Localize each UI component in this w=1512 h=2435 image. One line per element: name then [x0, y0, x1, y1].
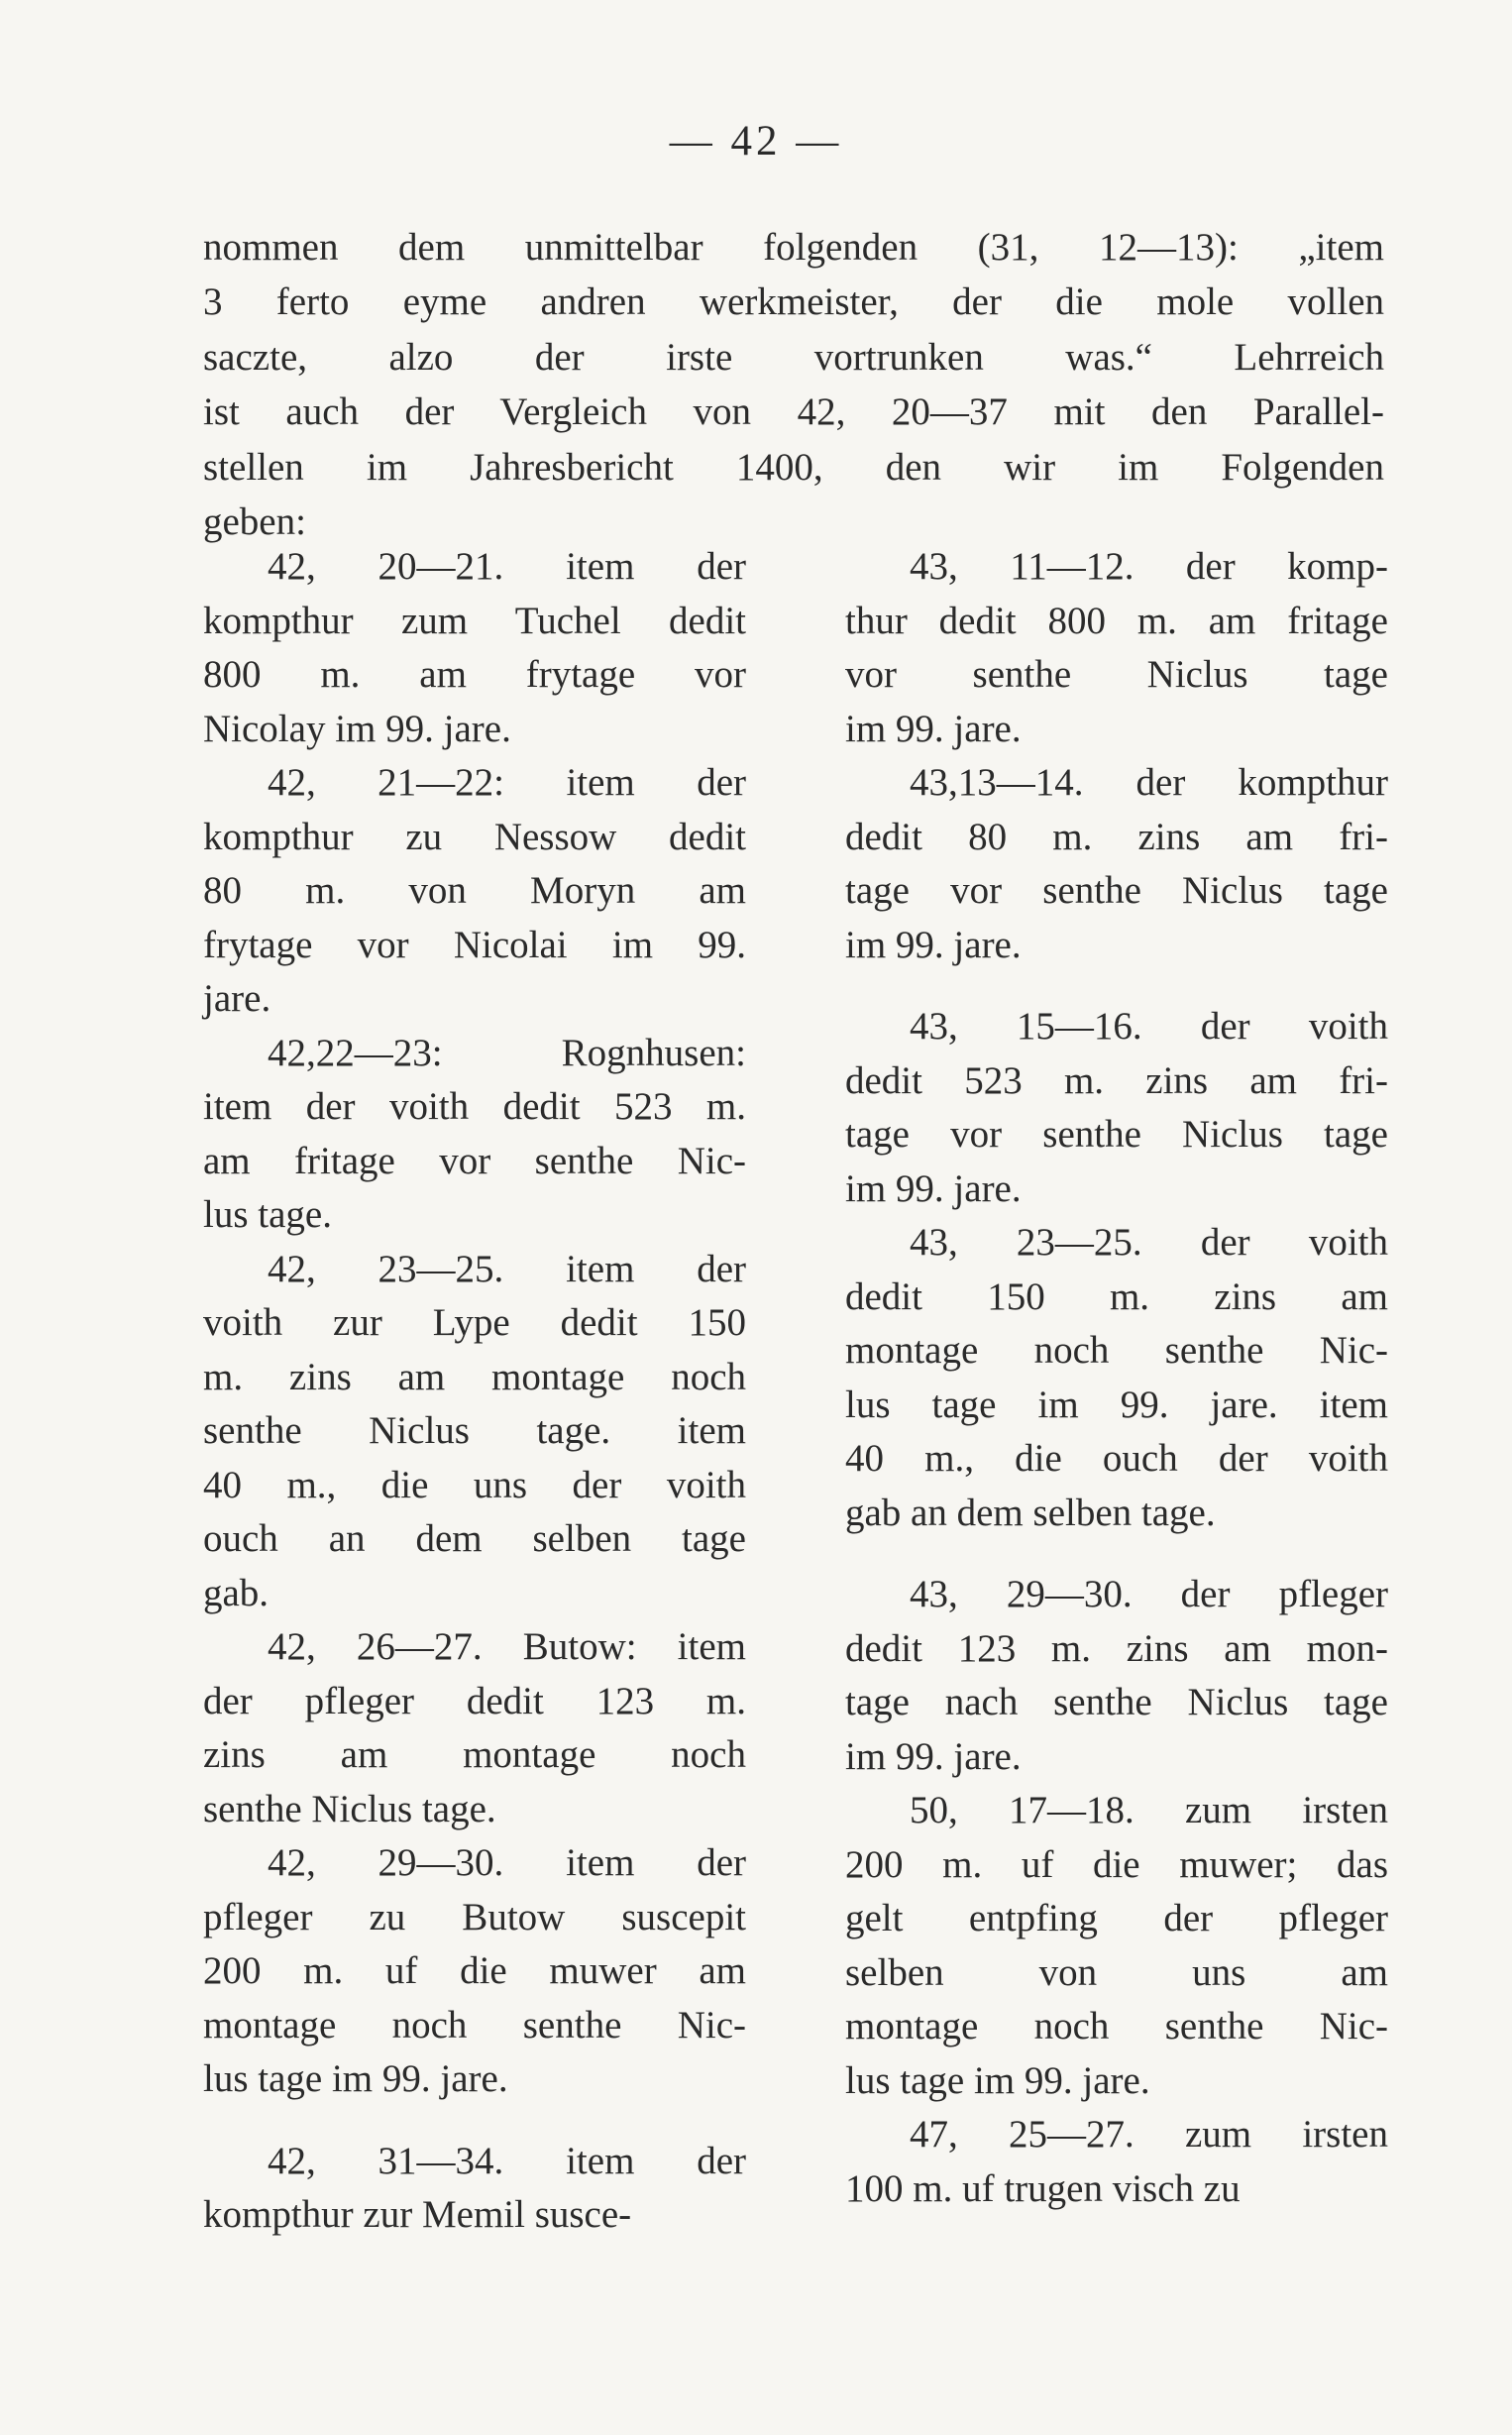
- entry-line: voith zur Lype dedit 150: [203, 1301, 746, 1344]
- entry-line: gab.: [203, 1571, 270, 1614]
- entry-line: 100 m. uf trugen visch zu: [845, 2166, 1241, 2210]
- column-entry: [203, 1243, 746, 1621]
- entry-line: 43, 23—25. der voith: [910, 1221, 1388, 1264]
- entry-line: lus tage im 99. jare. item: [845, 1383, 1388, 1426]
- entry-line: 200 m. uf die muwer am: [203, 1949, 746, 1992]
- entry-line: thur dedit 800 m. am fritage: [845, 599, 1388, 642]
- intro-paragraph: [203, 220, 1384, 549]
- entry-line: zins am montage noch: [203, 1733, 746, 1776]
- intro-line: saczte, alzo der irste vortrunken was.“ Lehrreich: [203, 335, 1384, 379]
- entry-line: kompthur zu Nessow dedit: [203, 815, 746, 858]
- entry-line: montage noch senthe Nic-: [203, 2003, 746, 2047]
- entry-line: am fritage vor senthe Nic-: [203, 1139, 746, 1182]
- entry-line: 42, 20—21. item der: [268, 545, 746, 588]
- column-entry: [845, 1000, 1388, 1216]
- entry-line: selben von uns am: [845, 1950, 1388, 1994]
- entry-line: 42,22—23: Rognhusen:: [268, 1031, 746, 1074]
- column-entry: [845, 756, 1388, 972]
- entry-line: 42, 21—22: item der: [268, 761, 746, 804]
- intro-line: nommen dem unmittelbar folgenden (31, 12—13): „item: [203, 226, 1384, 269]
- entry-line: 42, 29—30. item der: [268, 1841, 746, 1884]
- entry-line: 42, 26—27. Butow: item: [268, 1625, 746, 1668]
- entry-line: 800 m. am frytage vor: [203, 653, 746, 696]
- intro-line: geben:: [203, 500, 306, 544]
- entry-line: lus tage im 99. jare.: [203, 2057, 508, 2100]
- entry-line: 200 m. uf die muwer; das: [845, 1842, 1388, 1886]
- entry-line: lus tage im 99. jare.: [845, 2058, 1150, 2102]
- entry-line: 43,13—14. der kompthur: [910, 761, 1388, 804]
- entry-line: 40 m., die ouch der voith: [845, 1437, 1388, 1480]
- entry-line: im 99. jare.: [845, 1734, 1022, 1778]
- entry-line: jare.: [203, 977, 271, 1020]
- intro-line: stellen im Jahresbericht 1400, den wir im Folgenden: [203, 445, 1384, 489]
- column-entry: [203, 1836, 746, 2107]
- entry-line: dedit 150 m. zins am: [845, 1274, 1388, 1318]
- entry-line: kompthur zum Tuchel dedit: [203, 599, 746, 642]
- entry-line: im 99. jare.: [845, 1166, 1022, 1210]
- entry-line: 80 m. von Moryn am: [203, 869, 746, 912]
- entry-line: vor senthe Niclus tage: [845, 653, 1388, 696]
- page-number: — 42 —: [669, 118, 843, 165]
- column-entry: [845, 1216, 1388, 1540]
- entry-line: senthe Niclus tage.: [203, 1787, 496, 1830]
- column-entry: [845, 540, 1388, 756]
- entry-line: Nicolay im 99. jare.: [203, 707, 511, 750]
- intro-line: 3 ferto eyme andren werkmeister, der die mole vollen: [203, 280, 1384, 324]
- entry-line: gelt entpfing der pfleger: [845, 1897, 1388, 1939]
- left-column: [203, 540, 746, 2243]
- column-entry: [203, 540, 746, 756]
- entry-line: tage vor senthe Niclus tage: [845, 869, 1388, 912]
- entry-line: frytage vor Nicolai im 99.: [203, 923, 746, 966]
- entry-line: kompthur zur Memil susce-: [203, 2193, 632, 2236]
- entry-line: ouch an dem selben tage: [203, 1517, 746, 1560]
- entry-line: 50, 17—18. zum irsten: [910, 1789, 1388, 1831]
- entry-line: item der voith dedit 523 m.: [203, 1085, 746, 1128]
- entry-line: tage nach senthe Niclus tage: [845, 1681, 1388, 1723]
- column-entry: [845, 1568, 1388, 1784]
- intro-line: ist auch der Vergleich von 42, 20—37 mit den Parallel-: [203, 390, 1384, 434]
- entry-line: 43, 11—12. der komp-: [910, 545, 1388, 588]
- entry-line: dedit 123 m. zins am mon-: [845, 1626, 1388, 1670]
- entry-line: im 99. jare.: [845, 923, 1022, 966]
- column-entry: [203, 756, 746, 1027]
- entry-line: senthe Niclus tage. item: [203, 1409, 746, 1452]
- entry-line: 43, 15—16. der voith: [910, 1005, 1388, 1048]
- entry-line: der pfleger dedit 123 m.: [203, 1679, 746, 1722]
- column-entry: [845, 2108, 1388, 2216]
- column-entry: [203, 1027, 746, 1243]
- entry-line: 40 m., die uns der voith: [203, 1463, 746, 1506]
- entry-line: montage noch senthe Nic-: [845, 1329, 1388, 1372]
- entry-line: 43, 29—30. der pfleger: [910, 1573, 1388, 1615]
- entry-line: lus tage.: [203, 1193, 332, 1236]
- entry-line: dedit 523 m. zins am fri-: [845, 1058, 1388, 1102]
- entry-line: gab an dem selben tage.: [845, 1491, 1216, 1534]
- column-entry: [203, 1620, 746, 1836]
- entry-line: dedit 80 m. zins am fri-: [845, 815, 1388, 858]
- entry-line: m. zins am montage noch: [203, 1355, 746, 1398]
- entry-line: 47, 25—27. zum irsten: [910, 2113, 1388, 2156]
- entry-line: 42, 23—25. item der: [268, 1247, 746, 1290]
- entry-line: montage noch senthe Nic-: [845, 2005, 1388, 2048]
- entry-line: im 99. jare.: [845, 707, 1022, 750]
- entry-line: 42, 31—34. item der: [268, 2139, 746, 2182]
- column-entry: [845, 1784, 1388, 2108]
- right-column: [845, 540, 1388, 2216]
- entry-line: pfleger zu Butow suscepit: [203, 1895, 746, 1938]
- entry-line: tage vor senthe Niclus tage: [845, 1113, 1388, 1156]
- column-entry: [203, 2135, 746, 2243]
